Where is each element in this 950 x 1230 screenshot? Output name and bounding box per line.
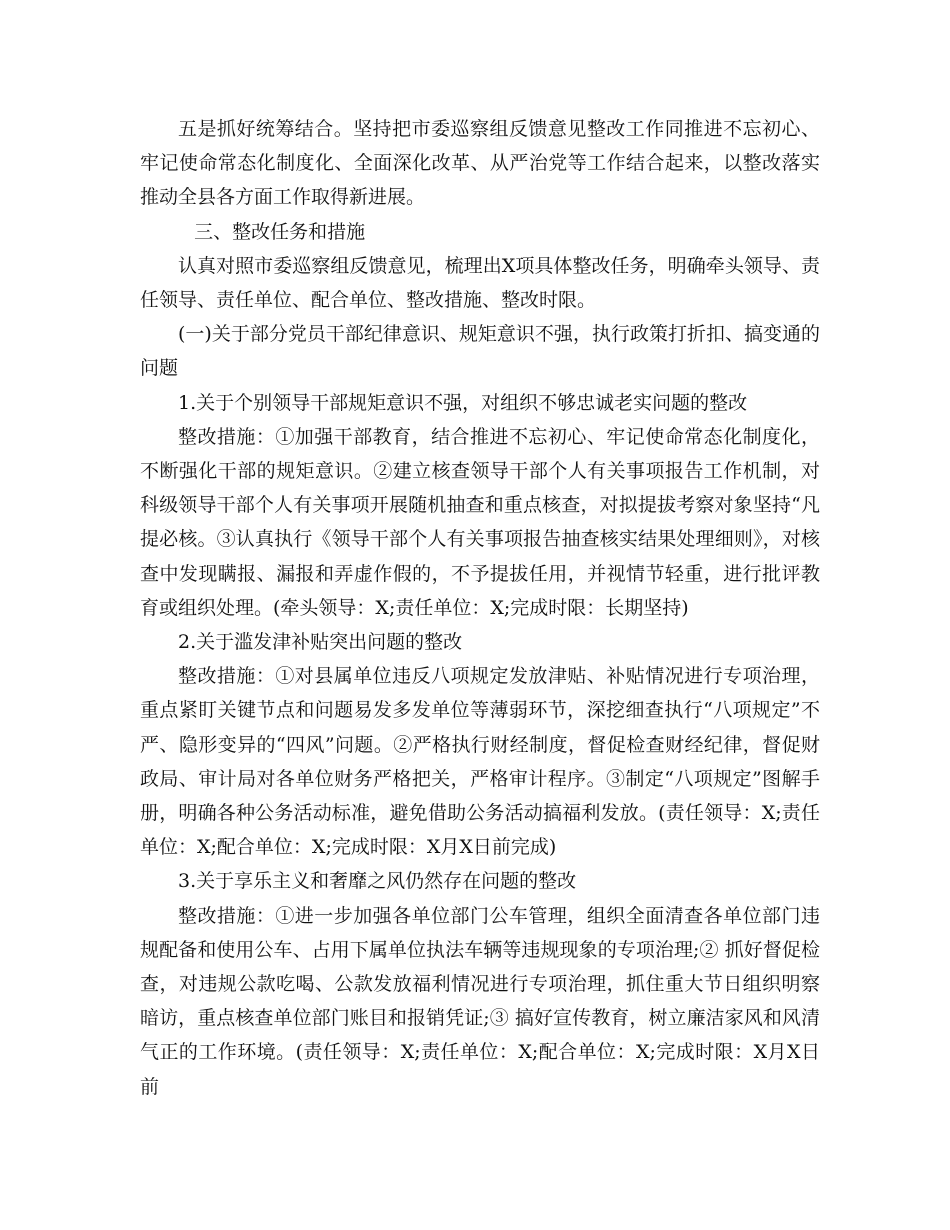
item-heading-2: 2.关于滥发津补贴突出问题的整改 bbox=[178, 631, 463, 654]
document-body bbox=[140, 112, 820, 1104]
paragraph-task-overview: 认真对照市委巡察组反馈意见，梳理出X项具体整改任务，明确牵头领导、责任领导、责任单位、配合单位、整改措施、整改时限。 bbox=[140, 254, 820, 312]
paragraph-overall-coordination: 五是抓好统筹结合。坚持把市委巡察组反馈意见整改工作同推进不忘初心、牢记使命常态化制度化、全面深化改革、从严治党等工作结合起来，以整改落实推动全县各方面工作取得新进展。 bbox=[140, 118, 820, 209]
subsection-heading-discipline-awareness: (一)关于部分党员干部纪律意识、规矩意识不强，执行政策打折扣、搞变通的问题 bbox=[140, 323, 820, 380]
measures-paragraph-2: 整改措施：①对县属单位违反八项规定发放津贴、补贴情况进行专项治理，重点紧盯关键节点和问题易发多发单位等薄弱环节，深挖细查执行“八项规定”不严、隐形变异的“四风”问题。②严格执行财经制度，督促检查财经纪律，督促财政局、审计局对各单位财务严格把关，严格审计程序。③制定“八项规定”图解手册，明确各种公务活动标准，避免借助公务活动搞福利发放。(责任领导：X;责任单位：X;配合单位：X;完成时限：X月X日前完成) bbox=[140, 665, 820, 859]
item-heading-1: 1.关于个别领导干部规矩意识不强，对组织不够忠诚老实问题的整改 bbox=[178, 391, 748, 414]
item-heading-3: 3.关于享乐主义和奢靡之风仍然存在问题的整改 bbox=[178, 870, 577, 893]
measures-paragraph-1: 整改措施：①加强干部教育，结合推进不忘初心、牢记使命常态化制度化，不断强化干部的规矩意识。②建立核查领导干部个人有关事项报告工作机制，对科级领导干部个人有关事项开展随机抽查和重点核查，对拟提拔考察对象坚持“凡提必核。③认真执行《领导干部个人有关事项报告抽查核实结果处理细则》，对核查中发现瞒报、漏报和弄虚作假的，不予提拔任用，并视情节轻重，进行批评教育或组织处理。(牵头领导：X;责任单位：X;完成时限：长期坚持) bbox=[140, 425, 820, 619]
section-heading-tasks-and-measures: 三、整改任务和措施 bbox=[194, 220, 366, 243]
measures-paragraph-3: 整改措施：①进一步加强各单位部门公车管理，组织全面清查各单位部门违规配备和使用公车、占用下属单位执法车辆等违规现象的专项治理;② 抓好督促检查，对违规公款吃喝、公款发放福利情况进行专项治理，抓住重大节日组织明察暗访，重点核查单位部门账目和报销凭证;③ 搞好宣传教育，树立廉洁家风和风清气正的工作环境。(责任领导：X;责任单位：X;配合单位：X;完成时限：X月X日前 bbox=[140, 904, 820, 1098]
